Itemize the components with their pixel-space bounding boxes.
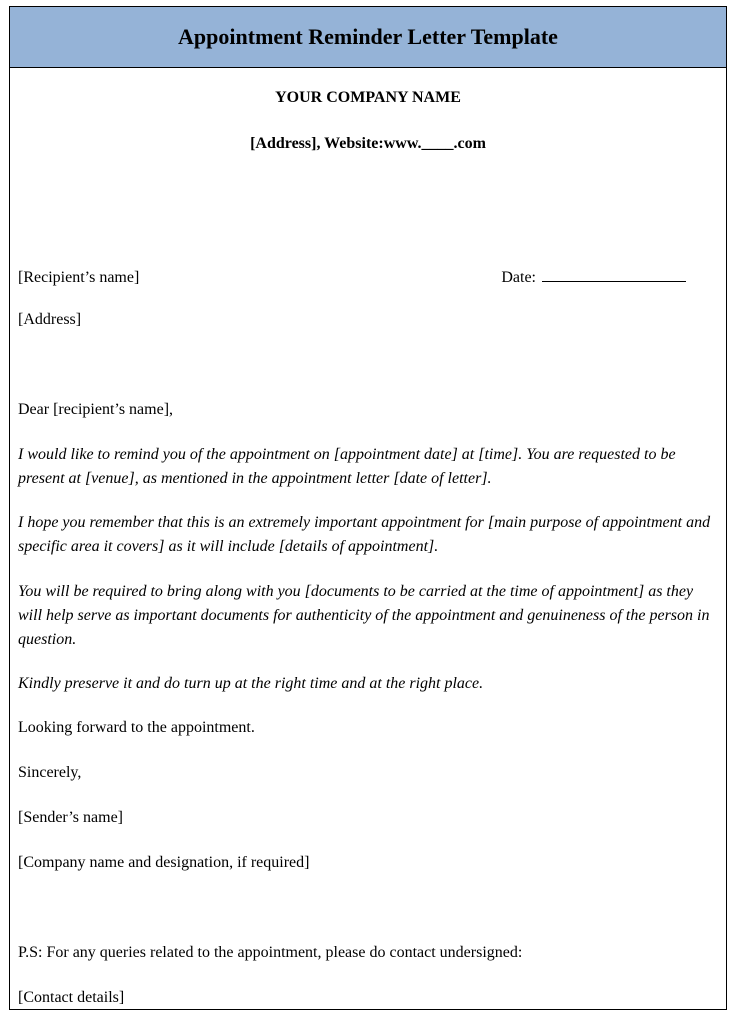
company-name: YOUR COMPANY NAME xyxy=(275,89,461,106)
closing-line: Looking forward to the appointment. xyxy=(18,719,255,736)
paragraph-4: Kindly preserve it and do turn up at the right time and at the right place. xyxy=(18,675,484,692)
salutation: Dear [recipient’s name], xyxy=(18,401,174,418)
paragraph-2: I hope you remember that this is an extremely important appointment for [main purpose of appointment and specific area it covers] as it will include [details of appointment]. xyxy=(18,514,711,555)
paragraph-1: I would like to remind you of the appointment on [appointment date] at [time]. You are requested to be present at [venue], as mentioned in the appointment letter [date of letter]. xyxy=(18,446,676,487)
sign-off: Sincerely, xyxy=(18,764,82,781)
company-address: [Address], Website:www.____.com xyxy=(250,135,486,152)
postscript: P.S: For any queries related to the appointment, please do contact undersigned: xyxy=(18,944,523,961)
date-blank-line xyxy=(542,269,686,282)
date-label: Date: xyxy=(501,269,536,286)
paragraph-3: You will be required to bring along with you [documents to be carried at the time of appointment] as they will help serve as important documents for authenticity of the appointment and genuineness of the person in question. xyxy=(18,583,710,648)
recipient-name: [Recipient’s name] xyxy=(18,269,140,286)
sender-name: [Sender’s name] xyxy=(18,809,123,826)
letter-body xyxy=(10,88,726,1010)
contact-details: [Contact details] xyxy=(18,989,125,1006)
recipient-row xyxy=(18,268,718,288)
recipient-address: [Address] xyxy=(18,311,82,328)
template-title: Appointment Reminder Letter Template xyxy=(10,7,726,68)
company-designation: [Company name and designation, if required] xyxy=(18,854,310,871)
date-field xyxy=(501,268,686,288)
letter-frame xyxy=(9,6,727,1010)
